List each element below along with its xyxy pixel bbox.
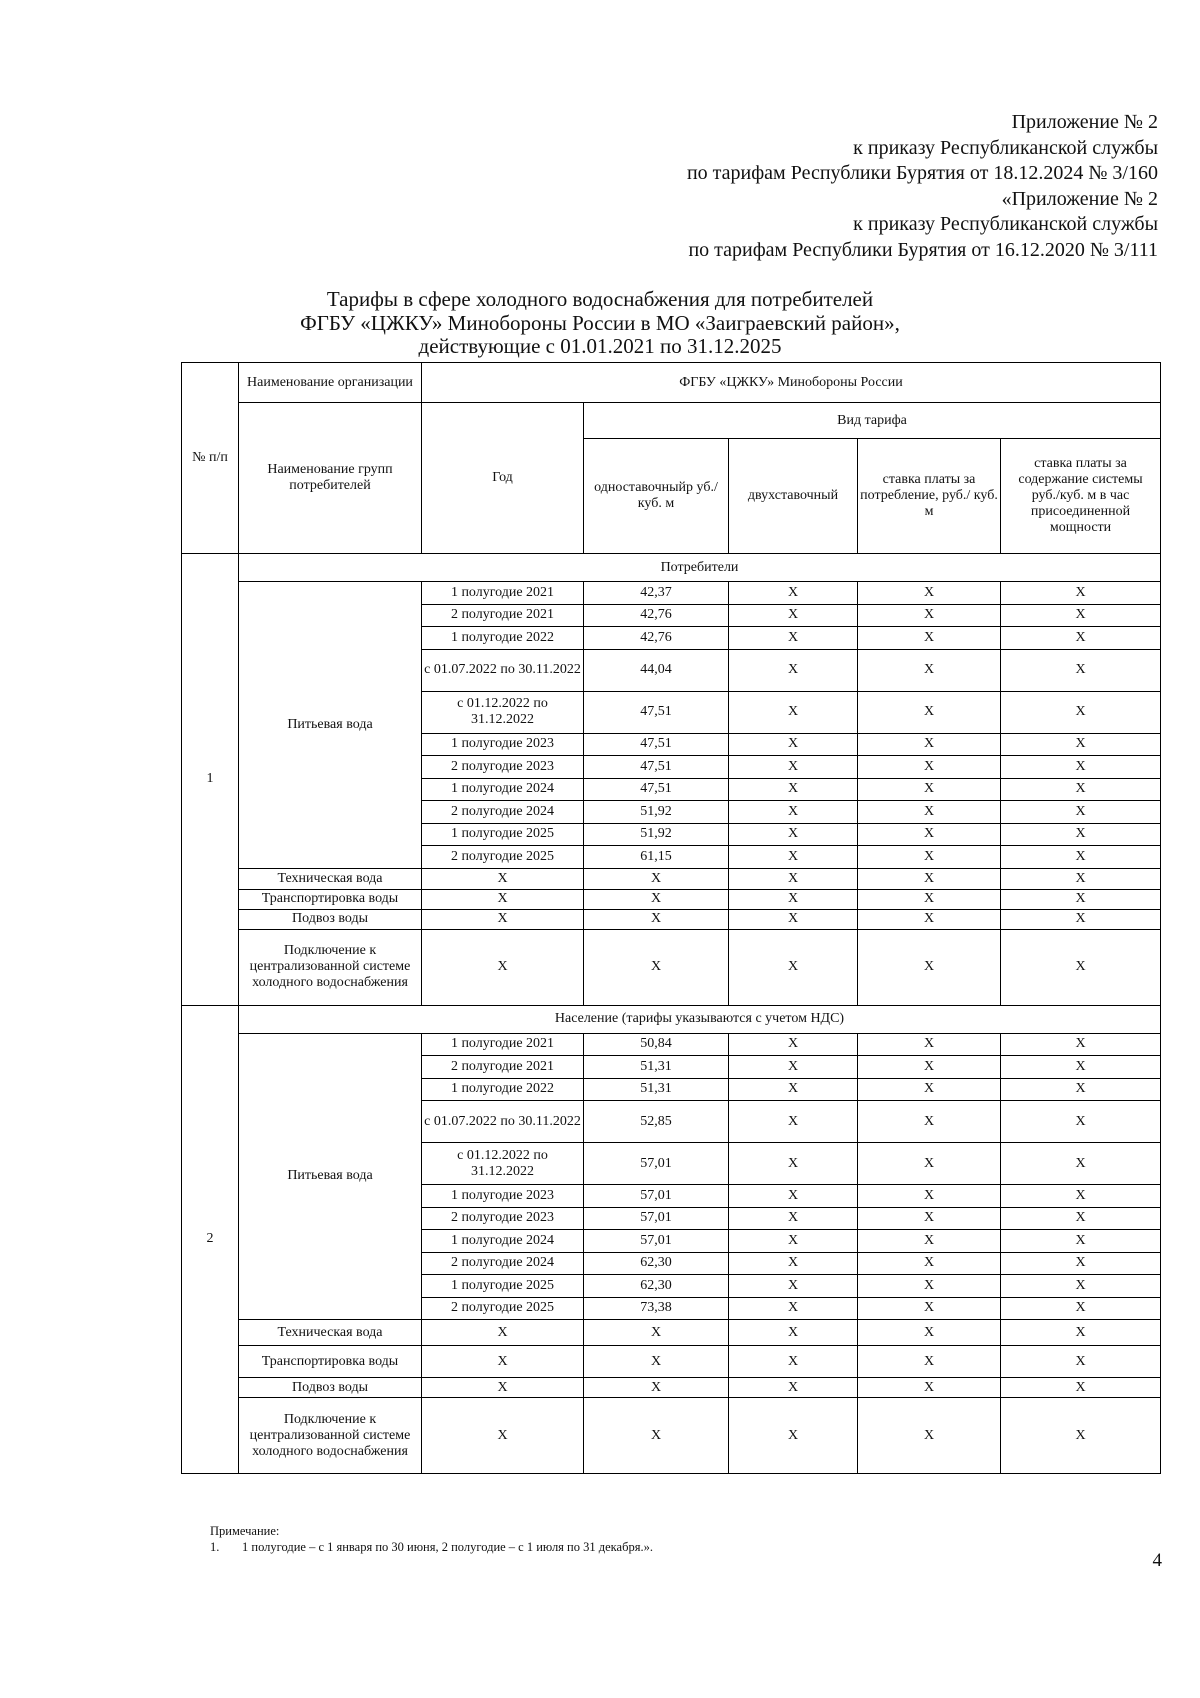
service-value-cell: X <box>1001 1378 1161 1398</box>
footnote-number: 1. <box>210 1540 220 1554</box>
header-year-label: Год <box>422 403 584 554</box>
service-value-cell: X <box>584 868 729 889</box>
period-cell: 1 полугодие 2022 <box>422 627 584 650</box>
double-rate-cell: X <box>729 733 858 756</box>
period-cell: 1 полугодие 2024 <box>422 1230 584 1253</box>
section-title-row <box>182 554 1161 582</box>
service-value-cell: X <box>422 929 584 1005</box>
maintenance-rate-cell: X <box>1001 1101 1161 1143</box>
period-cell: с 01.12.2022 по 31.12.2022 <box>422 1143 584 1185</box>
tariff-table-body <box>182 363 1161 1474</box>
service-value-cell: X <box>858 889 1001 909</box>
service-value-cell: X <box>729 868 858 889</box>
service-row <box>182 929 1161 1005</box>
double-rate-cell: X <box>729 1297 858 1320</box>
period-cell: 1 полугодие 2025 <box>422 823 584 846</box>
maintenance-rate-cell: X <box>1001 1297 1161 1320</box>
double-rate-cell: X <box>729 1056 858 1079</box>
single-rate-cell: 51,92 <box>584 823 729 846</box>
document-title <box>170 288 1030 359</box>
period-cell: 1 полугодие 2021 <box>422 1033 584 1056</box>
consumption-rate-cell: X <box>858 778 1001 801</box>
maintenance-rate-cell: X <box>1001 1230 1161 1253</box>
period-cell: 2 полугодие 2025 <box>422 846 584 869</box>
header-line: к приказу Республиканской службы <box>853 136 1158 159</box>
group-label-drinking-water: Питьевая вода <box>239 1033 422 1320</box>
double-rate-cell: X <box>729 846 858 869</box>
consumption-rate-cell: X <box>858 1252 1001 1275</box>
service-value-cell: X <box>422 1398 584 1474</box>
service-label: Техническая вода <box>239 1320 422 1346</box>
single-rate-cell: 57,01 <box>584 1185 729 1208</box>
service-row <box>182 1398 1161 1474</box>
consumption-rate-cell: X <box>858 1056 1001 1079</box>
service-label: Подключение к централизованной системе холодного водоснабжения <box>239 1398 422 1474</box>
section-number: 1 <box>182 554 239 1006</box>
double-rate-cell: X <box>729 801 858 824</box>
service-value-cell: X <box>858 1346 1001 1378</box>
consumption-rate-cell: X <box>858 1033 1001 1056</box>
period-cell: 1 полугодие 2023 <box>422 1185 584 1208</box>
period-cell: с 01.07.2022 по 30.11.2022 <box>422 1101 584 1143</box>
header-org-label: Наименование организации <box>239 363 422 403</box>
header-line: «Приложение № 2 <box>1001 187 1158 210</box>
single-rate-cell: 57,01 <box>584 1230 729 1253</box>
service-value-cell: X <box>422 1378 584 1398</box>
period-cell: 1 полугодие 2022 <box>422 1078 584 1101</box>
double-rate-cell: X <box>729 1143 858 1185</box>
consumption-rate-cell: X <box>858 1297 1001 1320</box>
section-title-row <box>182 1005 1161 1033</box>
service-value-cell: X <box>584 929 729 1005</box>
consumption-rate-cell: X <box>858 1207 1001 1230</box>
maintenance-rate-cell: X <box>1001 823 1161 846</box>
service-label: Техническая вода <box>239 868 422 889</box>
period-cell: 2 полугодие 2024 <box>422 801 584 824</box>
double-rate-cell: X <box>729 823 858 846</box>
service-row <box>182 868 1161 889</box>
consumption-rate-cell: X <box>858 756 1001 779</box>
header-col-maintenance: ставка платы за содержание системы руб./куб. м в час присоединенной мощности <box>1001 439 1161 554</box>
service-value-cell: X <box>422 1320 584 1346</box>
period-cell: 1 полугодие 2021 <box>422 582 584 605</box>
group-label-drinking-water: Питьевая вода <box>239 582 422 869</box>
maintenance-rate-cell: X <box>1001 778 1161 801</box>
service-value-cell: X <box>729 1398 858 1474</box>
service-value-cell: X <box>422 909 584 929</box>
single-rate-cell: 62,30 <box>584 1275 729 1298</box>
service-value-cell: X <box>729 1346 858 1378</box>
consumption-rate-cell: X <box>858 1143 1001 1185</box>
consumption-rate-cell: X <box>858 823 1001 846</box>
single-rate-cell: 62,30 <box>584 1252 729 1275</box>
maintenance-rate-cell: X <box>1001 733 1161 756</box>
double-rate-cell: X <box>729 1252 858 1275</box>
double-rate-cell: X <box>729 778 858 801</box>
period-cell: 1 полугодие 2023 <box>422 733 584 756</box>
double-rate-cell: X <box>729 1207 858 1230</box>
footnote-item <box>210 1539 653 1555</box>
consumption-rate-cell: X <box>858 1230 1001 1253</box>
single-rate-cell: 42,76 <box>584 627 729 650</box>
footnote-label: Примечание: <box>210 1524 280 1538</box>
service-value-cell: X <box>858 1378 1001 1398</box>
header-line: по тарифам Республики Бурятия от 18.12.2024 № 3/160 <box>686 162 1158 184</box>
consumption-rate-cell: X <box>858 1275 1001 1298</box>
maintenance-rate-cell: X <box>1001 756 1161 779</box>
double-rate-cell: X <box>729 756 858 779</box>
maintenance-rate-cell: X <box>1001 582 1161 605</box>
service-label: Подключение к централизованной системе холодного водоснабжения <box>239 929 422 1005</box>
service-label: Транспортировка воды <box>239 889 422 909</box>
header-col-double: двухставочный <box>729 439 858 554</box>
service-value-cell: X <box>422 889 584 909</box>
service-value-cell: X <box>1001 1346 1161 1378</box>
double-rate-cell: X <box>729 604 858 627</box>
double-rate-cell: X <box>729 1185 858 1208</box>
service-value-cell: X <box>858 929 1001 1005</box>
single-rate-cell: 47,51 <box>584 756 729 779</box>
service-row <box>182 1378 1161 1398</box>
service-row <box>182 889 1161 909</box>
maintenance-rate-cell: X <box>1001 1275 1161 1298</box>
service-value-cell: X <box>1001 1398 1161 1474</box>
service-value-cell: X <box>422 1346 584 1378</box>
maintenance-rate-cell: X <box>1001 801 1161 824</box>
service-value-cell: X <box>584 889 729 909</box>
service-value-cell: X <box>1001 929 1161 1005</box>
table-header-row <box>182 363 1161 403</box>
header-tariff-type: Вид тарифа <box>584 403 1161 439</box>
service-value-cell: X <box>858 1320 1001 1346</box>
consumption-rate-cell: X <box>858 604 1001 627</box>
single-rate-cell: 47,51 <box>584 778 729 801</box>
double-rate-cell: X <box>729 691 858 733</box>
consumption-rate-cell: X <box>858 846 1001 869</box>
period-cell: 2 полугодие 2024 <box>422 1252 584 1275</box>
single-rate-cell: 61,15 <box>584 846 729 869</box>
section-title: Потребители <box>239 554 1161 582</box>
service-value-cell: X <box>729 909 858 929</box>
maintenance-rate-cell: X <box>1001 1056 1161 1079</box>
service-value-cell: X <box>584 909 729 929</box>
section-number: 2 <box>182 1005 239 1474</box>
single-rate-cell: 57,01 <box>584 1143 729 1185</box>
consumption-rate-cell: X <box>858 1101 1001 1143</box>
service-row <box>182 909 1161 929</box>
header-line: Приложение № 2 <box>1011 111 1158 133</box>
consumption-rate-cell: X <box>858 649 1001 691</box>
maintenance-rate-cell: X <box>1001 1143 1161 1185</box>
header-line: по тарифам Республики Бурятия от 16.12.2020 № 3/111 <box>688 238 1158 261</box>
single-rate-cell: 73,38 <box>584 1297 729 1320</box>
consumption-rate-cell: X <box>858 627 1001 650</box>
service-label: Транспортировка воды <box>239 1346 422 1378</box>
double-rate-cell: X <box>729 1230 858 1253</box>
service-value-cell: X <box>858 1398 1001 1474</box>
service-row <box>182 1320 1161 1346</box>
maintenance-rate-cell: X <box>1001 846 1161 869</box>
table-row <box>182 582 1161 605</box>
single-rate-cell: 47,51 <box>584 733 729 756</box>
single-rate-cell: 42,76 <box>584 604 729 627</box>
service-value-cell: X <box>584 1346 729 1378</box>
service-value-cell: X <box>584 1378 729 1398</box>
period-cell: 2 полугодие 2021 <box>422 604 584 627</box>
maintenance-rate-cell: X <box>1001 1078 1161 1101</box>
header-org-value: ФГБУ «ЦЖКУ» Минобороны России <box>422 363 1161 403</box>
appendix-header <box>687 110 1158 263</box>
header-groups-label: Наименование групп потребителей <box>239 403 422 554</box>
service-value-cell: X <box>729 1320 858 1346</box>
single-rate-cell: 52,85 <box>584 1101 729 1143</box>
service-value-cell: X <box>729 1378 858 1398</box>
service-value-cell: X <box>858 868 1001 889</box>
single-rate-cell: 44,04 <box>584 649 729 691</box>
period-cell: 2 полугодие 2025 <box>422 1297 584 1320</box>
single-rate-cell: 50,84 <box>584 1033 729 1056</box>
consumption-rate-cell: X <box>858 582 1001 605</box>
section-title: Население (тарифы указываются с учетом НДС) <box>239 1005 1161 1033</box>
service-value-cell: X <box>584 1398 729 1474</box>
title-line: Тарифы в сфере холодного водоснабжения для потребителей <box>326 287 874 311</box>
maintenance-rate-cell: X <box>1001 649 1161 691</box>
period-cell: с 01.12.2022 по 31.12.2022 <box>422 691 584 733</box>
consumption-rate-cell: X <box>858 691 1001 733</box>
maintenance-rate-cell: X <box>1001 1252 1161 1275</box>
double-rate-cell: X <box>729 1078 858 1101</box>
double-rate-cell: X <box>729 1033 858 1056</box>
consumption-rate-cell: X <box>858 733 1001 756</box>
double-rate-cell: X <box>729 1101 858 1143</box>
maintenance-rate-cell: X <box>1001 691 1161 733</box>
single-rate-cell: 57,01 <box>584 1207 729 1230</box>
single-rate-cell: 51,31 <box>584 1078 729 1101</box>
period-cell: 2 полугодие 2023 <box>422 1207 584 1230</box>
header-col-consumption: ставка платы за потребление, руб./ куб. м <box>858 439 1001 554</box>
table-header-row <box>182 403 1161 439</box>
single-rate-cell: 51,92 <box>584 801 729 824</box>
maintenance-rate-cell: X <box>1001 627 1161 650</box>
header-num: № п/п <box>182 363 239 554</box>
title-line: действующие с 01.01.2021 по 31.12.2025 <box>418 334 782 358</box>
header-col-single: одноставочныйр уб./ куб. м <box>584 439 729 554</box>
header-line: к приказу Республиканской службы <box>853 213 1158 235</box>
double-rate-cell: X <box>729 649 858 691</box>
service-value-cell: X <box>1001 1320 1161 1346</box>
period-cell: 1 полугодие 2024 <box>422 778 584 801</box>
service-value-cell: X <box>729 929 858 1005</box>
maintenance-rate-cell: X <box>1001 1033 1161 1056</box>
service-value-cell: X <box>1001 889 1161 909</box>
double-rate-cell: X <box>729 627 858 650</box>
double-rate-cell: X <box>729 1275 858 1298</box>
service-label: Подвоз воды <box>239 1378 422 1398</box>
service-value-cell: X <box>422 868 584 889</box>
single-rate-cell: 42,37 <box>584 582 729 605</box>
service-value-cell: X <box>584 1320 729 1346</box>
consumption-rate-cell: X <box>858 801 1001 824</box>
period-cell: 2 полугодие 2021 <box>422 1056 584 1079</box>
period-cell: 2 полугодие 2023 <box>422 756 584 779</box>
service-value-cell: X <box>1001 909 1161 929</box>
period-cell: с 01.07.2022 по 30.11.2022 <box>422 649 584 691</box>
footnote-text: 1 полугодие – с 1 января по 30 июня, 2 полугодие – с 1 июля по 31 декабря.». <box>242 1540 653 1554</box>
service-row <box>182 1346 1161 1378</box>
page-number: 4 <box>1152 1550 1162 1571</box>
maintenance-rate-cell: X <box>1001 1185 1161 1208</box>
title-line: ФГБУ «ЦЖКУ» Минобороны России в МО «Заиграевский район», <box>300 310 900 335</box>
double-rate-cell: X <box>729 582 858 605</box>
footnote <box>210 1523 653 1555</box>
tariff-table <box>181 362 1161 1474</box>
consumption-rate-cell: X <box>858 1078 1001 1101</box>
single-rate-cell: 51,31 <box>584 1056 729 1079</box>
consumption-rate-cell: X <box>858 1185 1001 1208</box>
service-value-cell: X <box>858 909 1001 929</box>
single-rate-cell: 47,51 <box>584 691 729 733</box>
service-value-cell: X <box>729 889 858 909</box>
service-value-cell: X <box>1001 868 1161 889</box>
service-label: Подвоз воды <box>239 909 422 929</box>
table-row <box>182 1033 1161 1056</box>
period-cell: 1 полугодие 2025 <box>422 1275 584 1298</box>
maintenance-rate-cell: X <box>1001 1207 1161 1230</box>
maintenance-rate-cell: X <box>1001 604 1161 627</box>
